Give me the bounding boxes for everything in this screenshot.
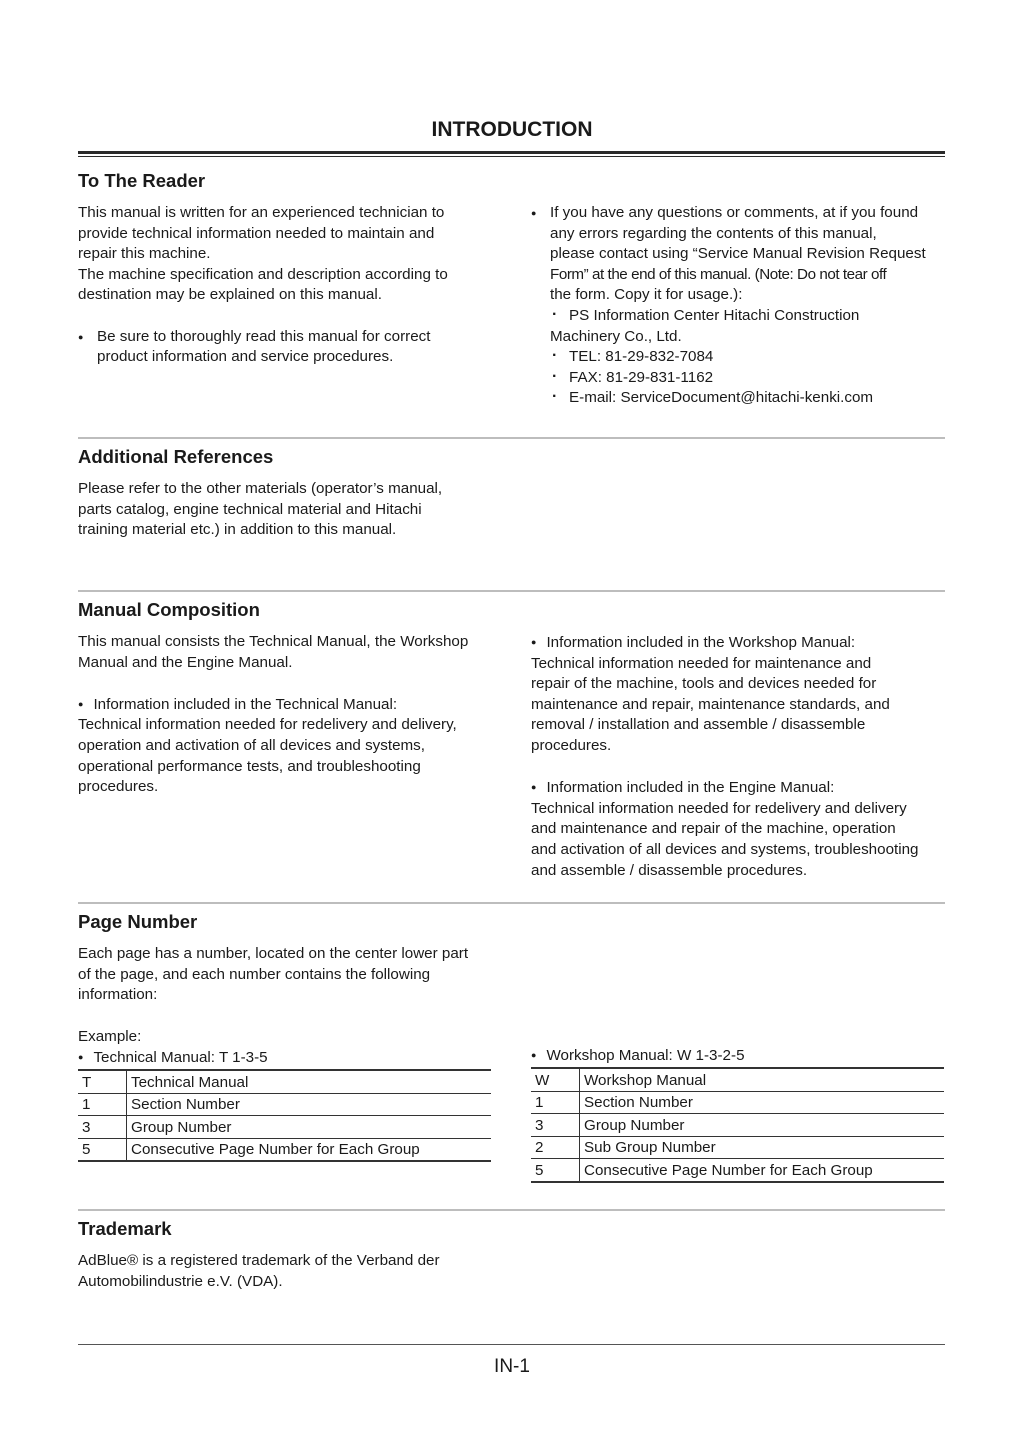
- workshop-manual-info-heading: ● Information included in the Workshop Manual:: [531, 632, 947, 654]
- additional-references-text: Please refer to the other materials (operator’s manual, parts catalog, engine technical material and Hitachi training material etc.) in addition to this manual.: [78, 480, 443, 539]
- contact-tel: · TEL: 81-29-832-7084: [550, 347, 947, 368]
- section-heading-additional-references: Additional References: [78, 446, 274, 467]
- to-reader-left: [78, 203, 498, 368]
- table-row: 3 Group Number: [78, 1116, 491, 1139]
- page-title: INTRODUCTION: [431, 118, 593, 141]
- table-row: 5 Consecutive Page Number for Each Group: [78, 1138, 491, 1161]
- technical-page-number-table: [78, 1069, 491, 1162]
- example-label: Example:: [78, 1028, 142, 1045]
- section-heading-manual-composition: Manual Composition: [78, 599, 260, 620]
- footer-rule: [78, 1344, 945, 1345]
- table-row: 1 Section Number: [78, 1093, 491, 1116]
- trademark-text: AdBlue® is a registered trademark of the Verband der Automobilindustrie e.V. (VDA).: [78, 1252, 440, 1290]
- contact-email: · E-mail: ServiceDocument@hitachi-kenki.com: [550, 388, 947, 409]
- title-rule: [78, 151, 945, 157]
- page-number-text: Each page has a number, located on the center lower part of the page, and each number contains the following information:: [78, 945, 469, 1004]
- section-divider: [78, 902, 945, 904]
- workshop-page-number-table: [531, 1067, 944, 1183]
- technical-manual-info-heading: ● Information included in the Technical Manual:: [78, 694, 498, 716]
- section-heading-to-the-reader: To The Reader: [78, 170, 206, 191]
- questions-bullet: ● If you have any questions or comments, at if you found any errors regarding the contents of this manual, please contact using “Service Manual Revision Request Form” at the end of this manual. (Note: Do not tear off the form. Copy it for usage.): · PS Information Center Hitachi Construction Machinery Co., Ltd. · TEL: 81-29-832-7084 · FAX: 81-29-831-1162 · E-mail: ServiceDocument@hitachi-kenki.com: [531, 203, 947, 409]
- section-heading-page-number: Page Number: [78, 911, 198, 932]
- section-divider: [78, 590, 945, 592]
- table-row: 3 Group Number: [531, 1114, 944, 1137]
- table-row: W Workshop Manual: [531, 1068, 944, 1091]
- contact-fax: · FAX: 81-29-831-1162: [550, 368, 947, 389]
- section-divider: [78, 437, 945, 439]
- engine-manual-info-heading: ● Information included in the Engine Manual:: [531, 777, 947, 799]
- to-reader-intro: This manual is written for an experienced technician to provide technical information needed to maintain and repair this machine. The machine specification and description according to destination may be explained on this manual.: [78, 204, 448, 304]
- contact-info-center: · PS Information Center Hitachi Construction: [550, 306, 947, 327]
- page-number: IN-1: [494, 1356, 530, 1377]
- table-row: T Technical Manual: [78, 1070, 491, 1093]
- manual-composition-right: ● Information included in the Workshop Manual: Technical information needed for maintenance and repair of the machine, tools and devices needed for maintenance and repair, maintenance standards, and removal / installation and assemble / disassemble procedures. ● Information included in the Engine Manual: Technical information needed for redelivery and delivery and maintenance and repair of the machine, operation and activation of all devices and systems, troubleshooting and assemble / disassemble procedures.: [531, 632, 947, 881]
- table-row: 5 Consecutive Page Number for Each Group: [531, 1159, 944, 1182]
- table-row: 2 Sub Group Number: [531, 1136, 944, 1159]
- read-manual-bullet: ● Be sure to thoroughly read this manual for correct product information and service procedures.: [78, 327, 498, 368]
- manual-composition-left: This manual consists the Technical Manual, the Workshop Manual and the Engine Manual. ● Information included in the Technical Manual: Technical information needed for redelivery and delivery, operation and activation of all devices and systems, operational performance tests, and troubleshooting procedures.: [78, 632, 498, 798]
- technical-manual-example: ● Technical Manual: T 1-3-5: [78, 1047, 268, 1069]
- section-heading-trademark: Trademark: [78, 1218, 172, 1239]
- table-row: 1 Section Number: [531, 1091, 944, 1114]
- section-divider: [78, 1209, 945, 1211]
- workshop-manual-example: ● Workshop Manual: W 1-3-2-5: [531, 1045, 745, 1067]
- to-reader-right: [531, 203, 947, 409]
